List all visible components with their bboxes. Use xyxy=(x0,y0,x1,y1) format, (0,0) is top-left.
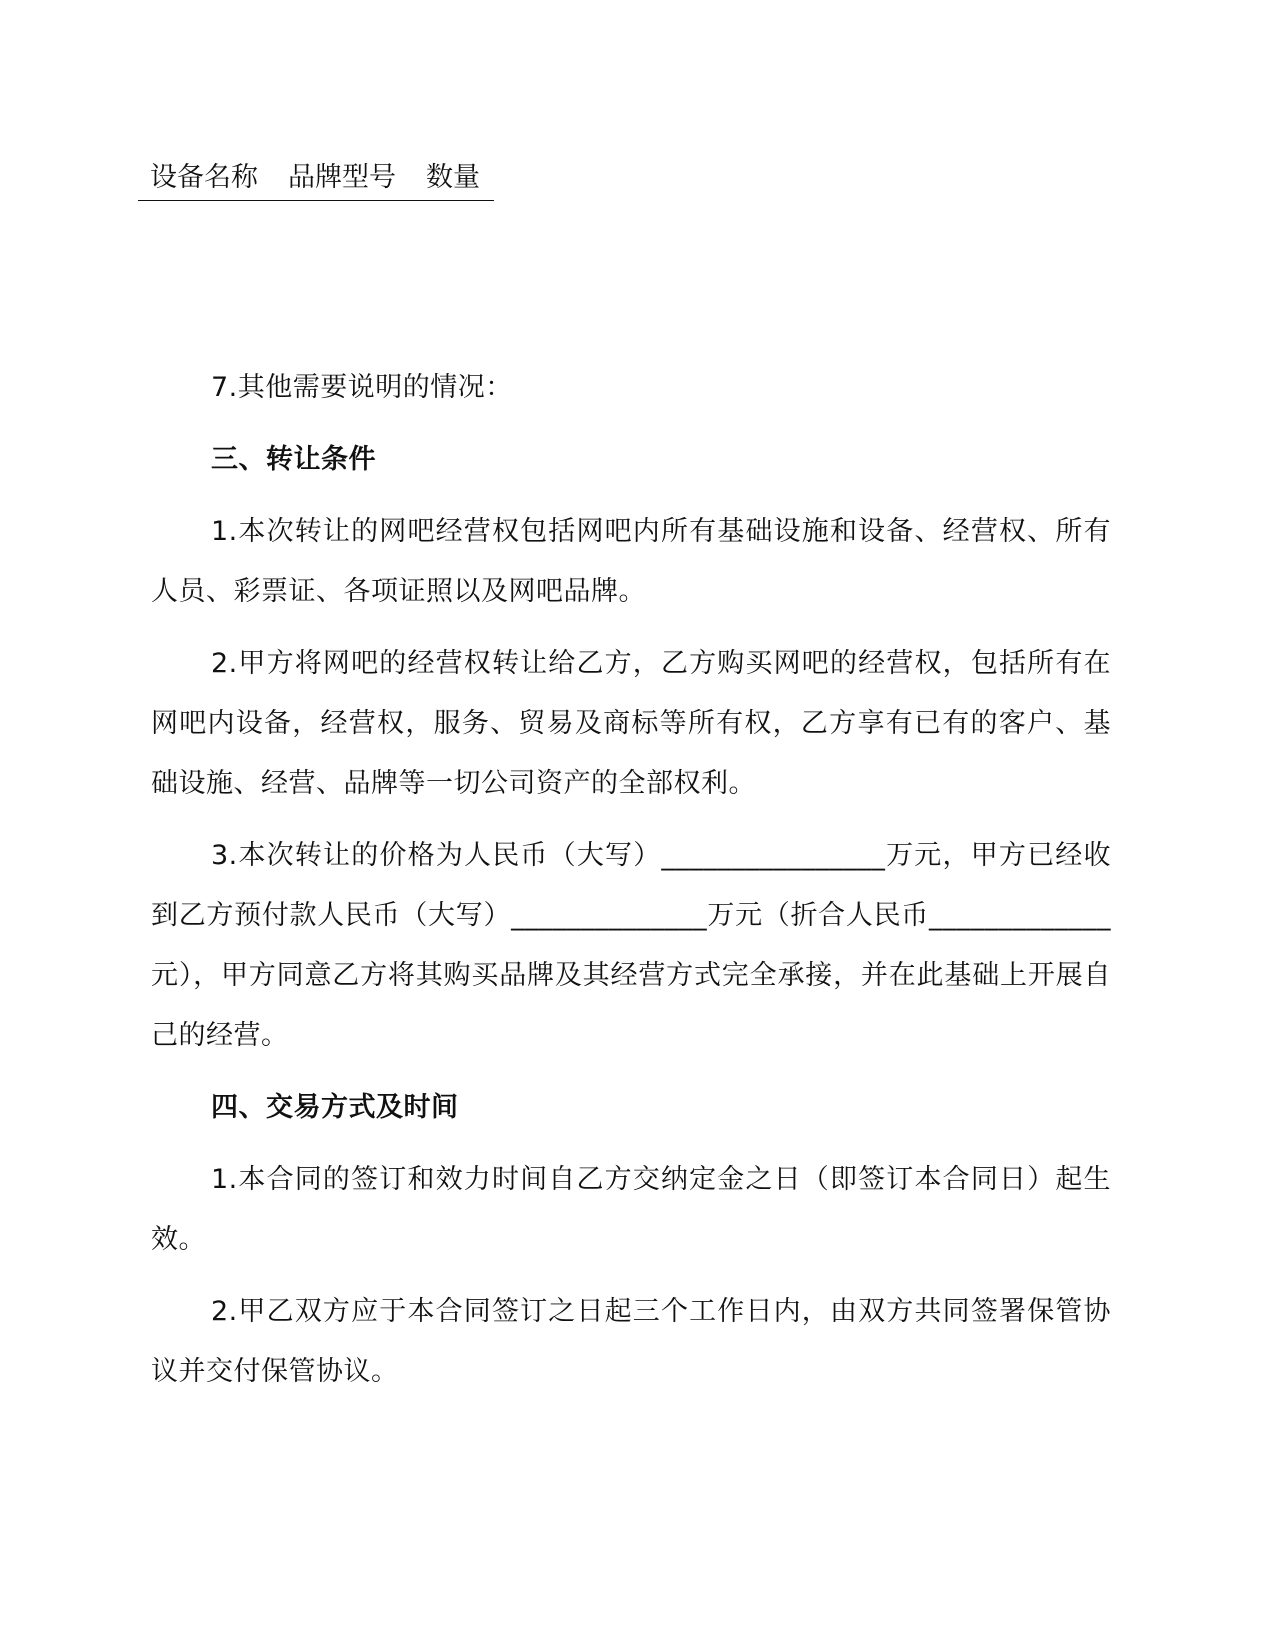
equipment-table-header xyxy=(138,158,494,201)
paragraph-transfer-scope: 1.本次转让的网吧经营权包括网吧内所有基础设施和设备、经营权、所有人员、彩票证、各项证照以及网吧品牌。 xyxy=(151,516,1111,607)
document-body xyxy=(151,358,1111,1414)
section-heading-transfer-conditions: 三、转让条件 xyxy=(211,444,376,475)
column-brand-model: 品牌型号 xyxy=(288,162,396,193)
section-heading-transaction-method: 四、交易方式及时间 xyxy=(211,1092,459,1123)
paragraph-item-7: 7.其他需要说明的情况： xyxy=(211,372,513,403)
column-quantity: 数量 xyxy=(426,162,480,193)
paragraph-transfer-rights: 2.甲方将网吧的经营权转让给乙方，乙方购买网吧的经营权，包括所有在网吧内设备，经营权，服务、贸易及商标等所有权，乙方享有已有的客户、基础设施、经营、品牌等一切公司资产的全部权利。 xyxy=(151,648,1111,799)
paragraph-transfer-price: 3.本次转让的价格为人民币（大写）________________万元，甲方已经收到乙方预付款人民币（大写）______________万元（折合人民币_____________元），甲方同意乙方将其购买品牌及其经营方式完全承接，并在此基础上开展自己的经营。 xyxy=(151,840,1111,1051)
paragraph-custody-agreement: 2.甲乙双方应于本合同签订之日起三个工作日内，由双方共同签署保管协议并交付保管协议。 xyxy=(151,1296,1111,1387)
column-equipment-name: 设备名称 xyxy=(150,162,258,193)
paragraph-effective-date: 1.本合同的签订和效力时间自乙方交纳定金之日（即签订本合同日）起生效。 xyxy=(151,1164,1111,1255)
